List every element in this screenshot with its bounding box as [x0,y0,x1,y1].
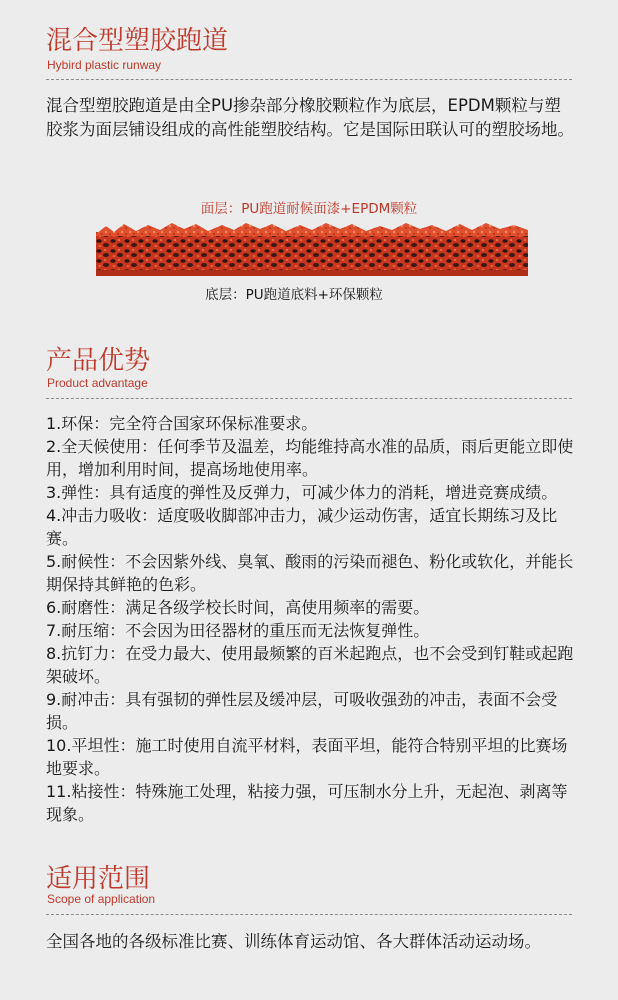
section-title-product-advantage: 产品优势 [46,346,151,376]
section-subtitle-product-advantage: Product advantage [47,376,148,390]
list-item: 3.弹性：具有适度的弹性及反弹力，可减少体力的消耗，增进竞赛成绩。 [46,483,558,502]
top-layer-label: 面层：PU跑道耐候面漆+EPDM颗粒 [200,201,418,217]
list-item: 11.粘接性：特殊施工处理，粘接力强，可压制水分上升，无起泡、剥离等现象。 [46,782,568,824]
section-title-scope: 适用范围 [46,864,151,894]
section-title-hybrid-runway: 混合型塑胶跑道 [46,26,229,56]
list-item: 6.耐磨性：满足各级学校长时间，高使用频率的需要。 [46,598,430,617]
list-item: 8.抗钉力：在受力最大、使用最频繁的百米起跑点，也不会受到钉鞋或起跑架破坏。 [46,644,574,686]
section-divider [46,914,572,915]
list-item: 1.环保：完全符合国家环保标准要求。 [46,414,318,433]
list-item: 10.平坦性：施工时使用自流平材料，表面平坦，能符合特别平坦的比赛场地要求。 [46,736,568,778]
track-cross-section-image [96,218,528,276]
section-divider [46,398,572,399]
section-divider [46,79,572,80]
intro-paragraph: 混合型塑胶跑道是由全PU掺杂部分橡胶颗粒作为底层，EPDM颗粒与塑胶浆为面层铺设组成的高性能塑胶结构。它是国际田联认可的塑胶场地。 [46,96,574,139]
scope-paragraph: 全国各地的各级标准比赛、训练体育运动馆、各大群体活动运动场。 [46,932,541,951]
list-item: 2.全天候使用：任何季节及温差，均能维持高水准的品质，雨后更能立即使用，增加利用时间，提高场地使用率。 [46,437,574,479]
bottom-layer-label: 底层：PU跑道底料+环保颗粒 [205,287,383,303]
advantage-list [46,412,576,826]
section-subtitle-hybrid-runway: Hybird plastic runway [47,58,162,72]
list-item: 5.耐候性：不会因紫外线、臭氧、酸雨的污染而褪色、粉化或软化，并能长期保持其鲜艳的色彩。 [46,552,574,594]
list-item: 4.冲击力吸收：适度吸收脚部冲击力，减少运动伤害，适宜长期练习及比赛。 [46,506,558,548]
list-item: 7.耐压缩：不会因为田径器材的重压而无法恢复弹性。 [46,621,430,640]
section-subtitle-scope: Scope of application [47,892,156,906]
list-item: 9.耐冲击：具有强韧的弹性层及缓冲层，可吸收强劲的冲击，表面不会受损。 [46,690,558,732]
